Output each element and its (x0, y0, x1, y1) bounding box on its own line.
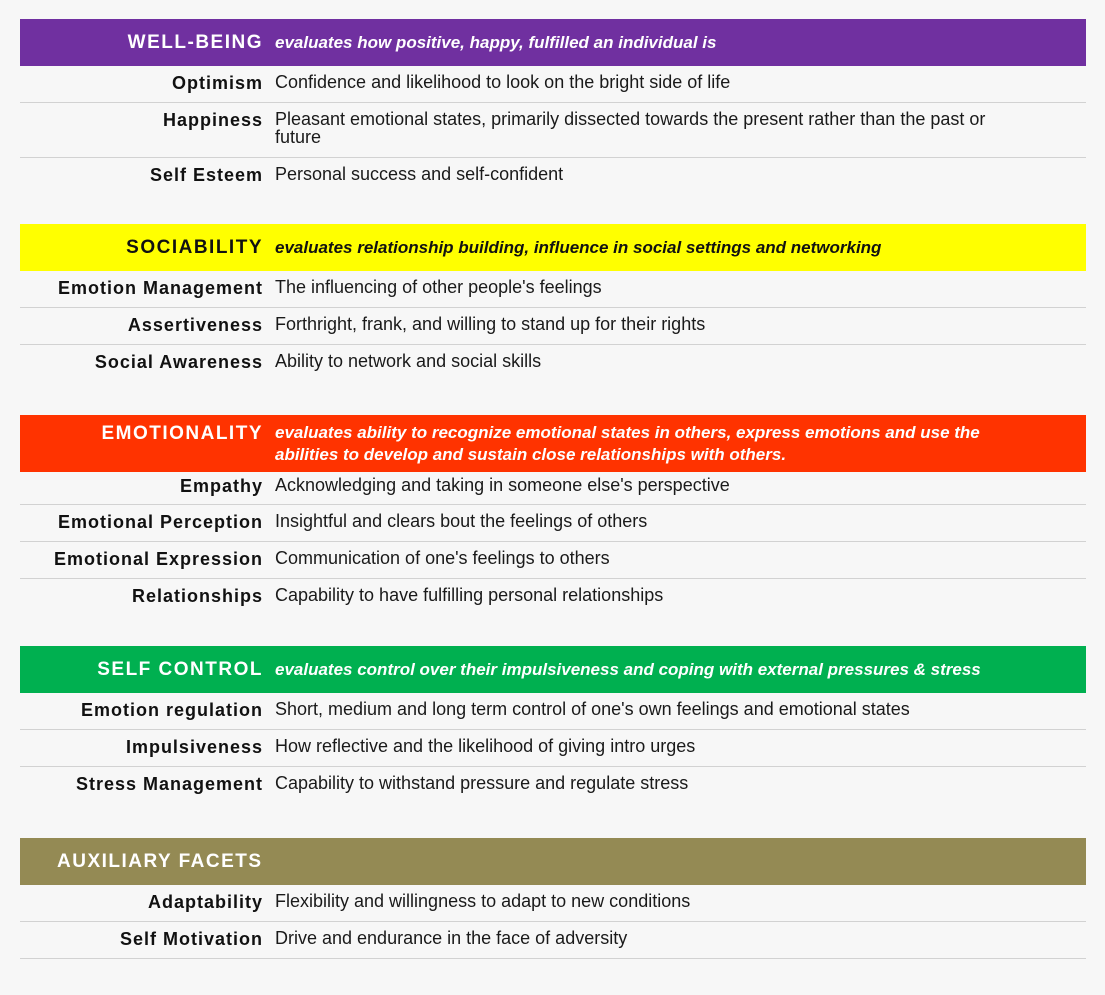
facet-row (20, 885, 1086, 922)
facet-definition: Pleasant emotional states, primarily dissected towards the present rather than the past or future (275, 109, 986, 147)
facet-term: Stress Management (75, 774, 263, 794)
facet-row (20, 472, 1086, 505)
facet-row (20, 103, 1086, 158)
section-title: EMOTIONALITY (101, 423, 263, 444)
facet-row (20, 308, 1086, 345)
facet-definition: Ability to network and social skills (275, 351, 542, 371)
facet-row (20, 505, 1086, 542)
facet-definition: Flexibility and willingness to adapt to new conditions (275, 891, 691, 911)
section-title: WELL-BEING (127, 31, 263, 53)
facet-term: Self Motivation (119, 929, 263, 949)
facet-definition: Communication of one's feelings to others (275, 548, 610, 568)
section-sociability (20, 224, 1086, 382)
facet-row (20, 345, 1086, 382)
facet-definition: Personal success and self-confident (275, 164, 564, 184)
facet-row (20, 730, 1086, 767)
facet-term: Adaptability (147, 892, 263, 912)
section-description: evaluates relationship building, influence in social settings and networking (275, 237, 882, 257)
section-header-self-control (20, 646, 1086, 693)
facet-term: Empathy (179, 476, 263, 496)
facet-definition: Capability to have fulfilling personal relationships (275, 585, 664, 605)
facet-row (20, 271, 1086, 308)
facet-definition: Acknowledging and taking in someone else's perspective (275, 475, 730, 495)
facet-term: Relationships (131, 586, 263, 606)
facet-definition: Drive and endurance in the face of adversity (275, 928, 628, 948)
section-description: evaluates control over their impulsiveness and coping with external pressures & stress (275, 659, 981, 679)
facet-term: Happiness (162, 110, 263, 130)
facet-term: Impulsiveness (125, 737, 263, 757)
section-self-control (20, 646, 1086, 804)
facet-row (20, 693, 1086, 730)
section-header-sociability (20, 224, 1086, 271)
facet-row (20, 542, 1086, 579)
section-title: AUXILIARY FACETS (57, 850, 263, 872)
section-header-emotionality (20, 415, 1086, 472)
facet-term: Emotion regulation (81, 700, 263, 720)
facet-row (20, 66, 1086, 103)
facet-definition: The influencing of other people's feelings (275, 277, 602, 297)
facet-row (20, 158, 1086, 195)
section-emotionality (20, 415, 1086, 616)
section-auxiliary-facets (20, 838, 1086, 959)
section-title: SELF CONTROL (97, 658, 263, 680)
facet-definition: Capability to withstand pressure and regulate stress (275, 773, 689, 793)
facet-term: Emotional Perception (57, 512, 263, 532)
facet-definition: Confidence and likelihood to look on the bright side of life (275, 72, 731, 92)
section-header-well-being (20, 19, 1086, 66)
facet-term: Assertiveness (127, 315, 263, 335)
section-title: SOCIABILITY (126, 236, 263, 258)
section-well-being (20, 19, 1086, 195)
facet-term: Emotion Management (57, 278, 263, 298)
facet-term: Optimism (171, 73, 263, 93)
facet-row (20, 767, 1086, 804)
facet-definition: Insightful and clears bout the feelings of others (275, 511, 648, 531)
section-header-auxiliary-facets (20, 838, 1086, 885)
facet-term: Social Awareness (94, 352, 263, 372)
facet-row (20, 579, 1086, 616)
facet-term: Self Esteem (149, 165, 263, 185)
section-description: evaluates ability to recognize emotional states in others, express emotions and use the abilities to develop and sustain close relationships with others. (275, 422, 980, 464)
facet-term: Emotional Expression (53, 549, 263, 569)
facet-row (20, 922, 1086, 959)
facet-definition: How reflective and the likelihood of giving intro urges (275, 736, 696, 756)
facet-definition: Forthright, frank, and willing to stand up for their rights (275, 314, 706, 334)
section-description: evaluates how positive, happy, fulfilled an individual is (275, 32, 717, 52)
facet-definition: Short, medium and long term control of one's own feelings and emotional states (275, 699, 910, 719)
